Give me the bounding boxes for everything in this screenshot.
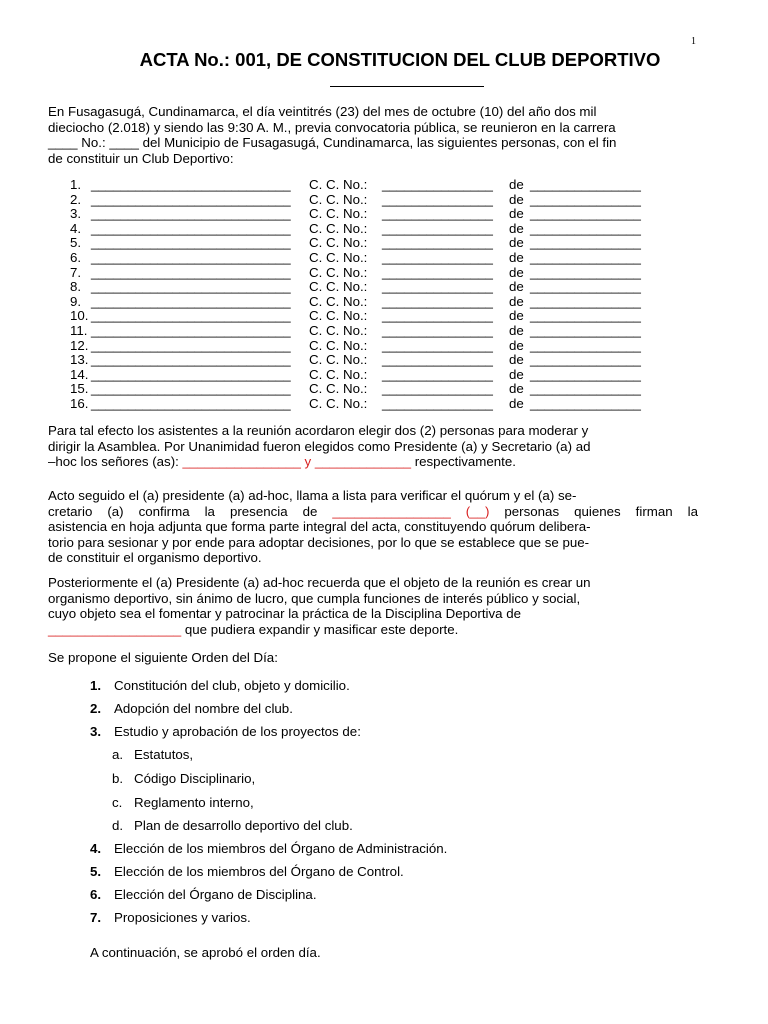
- agenda-number: d.: [112, 818, 124, 833]
- text-segment: personas quienes firman la: [489, 503, 698, 519]
- cc-number-blank: _______________: [382, 191, 493, 207]
- de-label: de: [509, 308, 524, 324]
- agenda-number: a.: [112, 747, 124, 762]
- attendee-name-blank: ___________________________: [91, 395, 291, 411]
- attendee-name-blank: ___________________________: [91, 235, 291, 251]
- attendee-number: 9.: [70, 293, 82, 309]
- de-place-blank: _______________: [530, 293, 641, 309]
- attendee-name-blank: ___________________________: [91, 293, 291, 309]
- attendee-name-blank: ___________________________: [91, 177, 291, 192]
- attendee-number: 7.: [70, 264, 82, 280]
- para-line: Para tal efecto los asistentes a la reunión acordaron elegir dos (2) personas para moderar y: [48, 423, 589, 438]
- cc-label: C. C. No.:: [309, 177, 368, 192]
- cc-number-blank: _______________: [382, 337, 493, 353]
- de-place-blank: _______________: [530, 206, 641, 222]
- de-place-blank: _______________: [530, 249, 641, 265]
- agenda-text: Adopción del nombre del club.: [114, 701, 293, 716]
- cc-number-blank: _______________: [382, 220, 493, 236]
- de-place-blank: _______________: [530, 279, 641, 295]
- agenda-text: Elección de los miembros del Órgano de Administración.: [114, 841, 448, 856]
- attendee-number: 2.: [70, 191, 82, 207]
- cc-label: C. C. No.:: [309, 249, 368, 265]
- fill-in-blank: ________________ y _____________: [182, 454, 412, 469]
- cc-number-blank: _______________: [382, 264, 493, 280]
- attendee-number: 14.: [70, 366, 89, 382]
- para-line: asistencia en hoja adjunta que forma parte integral del acta, constituyendo quórum delibera-: [48, 519, 591, 534]
- attendee-number: 5.: [70, 235, 82, 251]
- cc-number-blank: _______________: [382, 322, 493, 338]
- moderators-paragraph: [48, 423, 698, 470]
- attendee-number: 16.: [70, 395, 89, 411]
- attendee-number: 13.: [70, 352, 89, 368]
- cc-number-blank: _______________: [382, 279, 493, 295]
- attendee-number: 12.: [70, 337, 89, 353]
- attendee-number: 6.: [70, 249, 82, 265]
- agenda-text: Elección del Órgano de Disciplina.: [114, 887, 317, 902]
- intro-paragraph: [48, 104, 698, 166]
- de-place-blank: _______________: [530, 177, 641, 192]
- document-title: ACTA No.: 001, DE CONSTITUCION DEL CLUB DEPORTIVO: [139, 49, 661, 70]
- attendee-name-blank: ___________________________: [91, 308, 291, 324]
- attendee-number: 15.: [70, 381, 89, 397]
- agenda-text: Estudio y aprobación de los proyectos de:: [114, 724, 361, 739]
- de-place-blank: _______________: [530, 366, 641, 382]
- agenda-number: 6.: [90, 887, 102, 902]
- cc-label: C. C. No.:: [309, 191, 368, 207]
- attendee-name-blank: ___________________________: [91, 279, 291, 295]
- object-paragraph: [48, 575, 698, 637]
- agenda-text: Elección de los miembros del Órgano de Control.: [114, 864, 404, 879]
- cc-number-blank: _______________: [382, 308, 493, 324]
- agenda-number: b.: [112, 771, 124, 786]
- de-label: de: [509, 366, 524, 382]
- de-label: de: [509, 249, 524, 265]
- text-segment: –hoc los señores (as):: [48, 454, 183, 469]
- agenda-text: Estatutos,: [134, 747, 194, 762]
- cc-number-blank: _______________: [382, 381, 493, 397]
- de-label: de: [509, 177, 524, 192]
- text-segment: respectivamente.: [411, 454, 516, 469]
- para-line: cuyo objeto sea el fomentar y patrocinar la práctica de la Disciplina Deportiva de: [48, 606, 522, 621]
- title-underline-blank: [330, 86, 484, 87]
- de-label: de: [509, 279, 524, 295]
- cc-label: C. C. No.:: [309, 337, 368, 353]
- attendee-name-blank: ___________________________: [91, 220, 291, 236]
- attendee-name-blank: ___________________________: [91, 206, 291, 222]
- para-line: dirigir la Asamblea. Por Unanimidad fueron elegidos como Presidente (a) y Secretario (a) ad: [48, 438, 591, 454]
- de-label: de: [509, 395, 524, 411]
- de-label: de: [509, 191, 524, 207]
- attendee-name-blank: ___________________________: [91, 337, 291, 353]
- cc-label: C. C. No.:: [309, 206, 368, 222]
- de-place-blank: _______________: [530, 395, 641, 411]
- cc-label: C. C. No.:: [309, 235, 368, 251]
- attendee-name-blank: ___________________________: [91, 381, 291, 397]
- agenda-number: c.: [112, 795, 123, 810]
- agenda-number: 4.: [90, 841, 102, 856]
- attendee-number: 1.: [70, 177, 82, 192]
- de-place-blank: _______________: [530, 235, 641, 251]
- attendee-name-blank: ___________________________: [91, 264, 291, 280]
- cc-label: C. C. No.:: [309, 366, 368, 382]
- para-line: torio para sesionar y por ende para adoptar decisiones, por lo que se establece que se pue-: [48, 534, 590, 550]
- intro-line: En Fusagasugá, Cundinamarca, el día veintitrés (23) del mes de octubre (10) del año dos mil: [48, 104, 597, 119]
- de-label: de: [509, 235, 524, 251]
- de-place-blank: _______________: [530, 322, 641, 338]
- quorum-paragraph: [48, 488, 698, 566]
- attendee-name-blank: ___________________________: [91, 322, 291, 338]
- agenda-number: 2.: [90, 701, 102, 716]
- agenda-text: Constitución del club, objeto y domicilio.: [114, 678, 350, 693]
- agenda-number: 5.: [90, 864, 102, 879]
- intro-line: de constituir un Club Deportivo:: [48, 150, 234, 166]
- cc-number-blank: _______________: [382, 249, 493, 265]
- para-line: [48, 454, 698, 470]
- cc-label: C. C. No.:: [309, 322, 368, 338]
- cc-label: C. C. No.:: [309, 220, 368, 236]
- cc-label: C. C. No.:: [309, 308, 368, 324]
- para-line: Acto seguido el (a) presidente (a) ad-hoc, llama a lista para verificar el quórum y el (a) se-: [48, 488, 577, 503]
- attendee-number: 8.: [70, 279, 82, 295]
- de-label: de: [509, 322, 524, 338]
- text-segment: que pudiera expandir y masificar este deporte.: [181, 621, 459, 637]
- text-segment: cretario (a) confirma la presencia de: [48, 503, 333, 519]
- cc-number-blank: _______________: [382, 366, 493, 382]
- de-label: de: [509, 381, 524, 397]
- attendee-name-blank: ___________________________: [91, 249, 291, 265]
- de-place-blank: _______________: [530, 352, 641, 368]
- de-place-blank: _______________: [530, 381, 641, 397]
- cc-number-blank: _______________: [382, 293, 493, 309]
- para-line: [48, 622, 698, 638]
- attendee-name-blank: ___________________________: [91, 366, 291, 382]
- agenda-intro: Se propone el siguiente Orden del Día:: [48, 650, 278, 665]
- para-line: organismo deportivo, sin ánimo de lucro, que cumpla funciones de interés público y social,: [48, 590, 581, 606]
- agenda-number: 7.: [90, 910, 102, 925]
- cc-label: C. C. No.:: [309, 352, 368, 368]
- closing-text: A continuación, se aprobó el orden día.: [90, 945, 321, 960]
- agenda-text: Código Disciplinario,: [134, 771, 256, 786]
- attendee-number: 10.: [70, 308, 89, 324]
- fill-in-blank: ________________ (__): [332, 503, 490, 519]
- attendee-number: 3.: [70, 206, 82, 222]
- agenda-text: Proposiciones y varios.: [114, 910, 251, 925]
- intro-line: ____ No.: ____ del Municipio de Fusagasugá, Cundinamarca, las siguientes personas, con el fin: [48, 135, 617, 150]
- agenda-text: Plan de desarrollo deportivo del club.: [134, 818, 353, 833]
- de-place-blank: _______________: [530, 191, 641, 207]
- de-label: de: [509, 206, 524, 222]
- cc-label: C. C. No.:: [309, 293, 368, 309]
- cc-label: C. C. No.:: [309, 395, 368, 411]
- de-place-blank: _______________: [530, 220, 641, 236]
- agenda-text: Reglamento interno,: [134, 795, 254, 810]
- de-label: de: [509, 352, 524, 368]
- de-label: de: [509, 337, 524, 353]
- cc-number-blank: _______________: [382, 177, 493, 192]
- intro-line: dieciocho (2.018) y siendo las 9:30 A. M., previa convocatoria pública, se reunieron en la carrera: [48, 119, 616, 135]
- cc-label: C. C. No.:: [309, 381, 368, 397]
- agenda-number: 1.: [90, 678, 102, 693]
- para-line: Posteriormente el (a) Presidente (a) ad-hoc recuerda que el objeto de la reunión es crear un: [48, 575, 591, 590]
- cc-label: C. C. No.:: [309, 279, 368, 295]
- cc-number-blank: _______________: [382, 352, 493, 368]
- agenda-number: 3.: [90, 724, 102, 739]
- para-line: de constituir el organismo deportivo.: [48, 550, 262, 565]
- cc-label: C. C. No.:: [309, 264, 368, 280]
- attendee-number: 11.: [70, 322, 88, 338]
- para-line: [48, 504, 698, 520]
- de-place-blank: _______________: [530, 337, 641, 353]
- de-label: de: [509, 220, 524, 236]
- attendee-name-blank: ___________________________: [91, 191, 291, 207]
- page-number: 1: [691, 36, 696, 47]
- de-label: de: [509, 264, 524, 280]
- de-place-blank: _______________: [530, 308, 641, 324]
- fill-in-blank: __________________: [48, 621, 182, 637]
- cc-number-blank: _______________: [382, 235, 493, 251]
- attendee-number: 4.: [70, 220, 82, 236]
- de-label: de: [509, 293, 524, 309]
- attendee-name-blank: ___________________________: [91, 352, 291, 368]
- de-place-blank: _______________: [530, 264, 641, 280]
- cc-number-blank: _______________: [382, 206, 493, 222]
- cc-number-blank: _______________: [382, 395, 493, 411]
